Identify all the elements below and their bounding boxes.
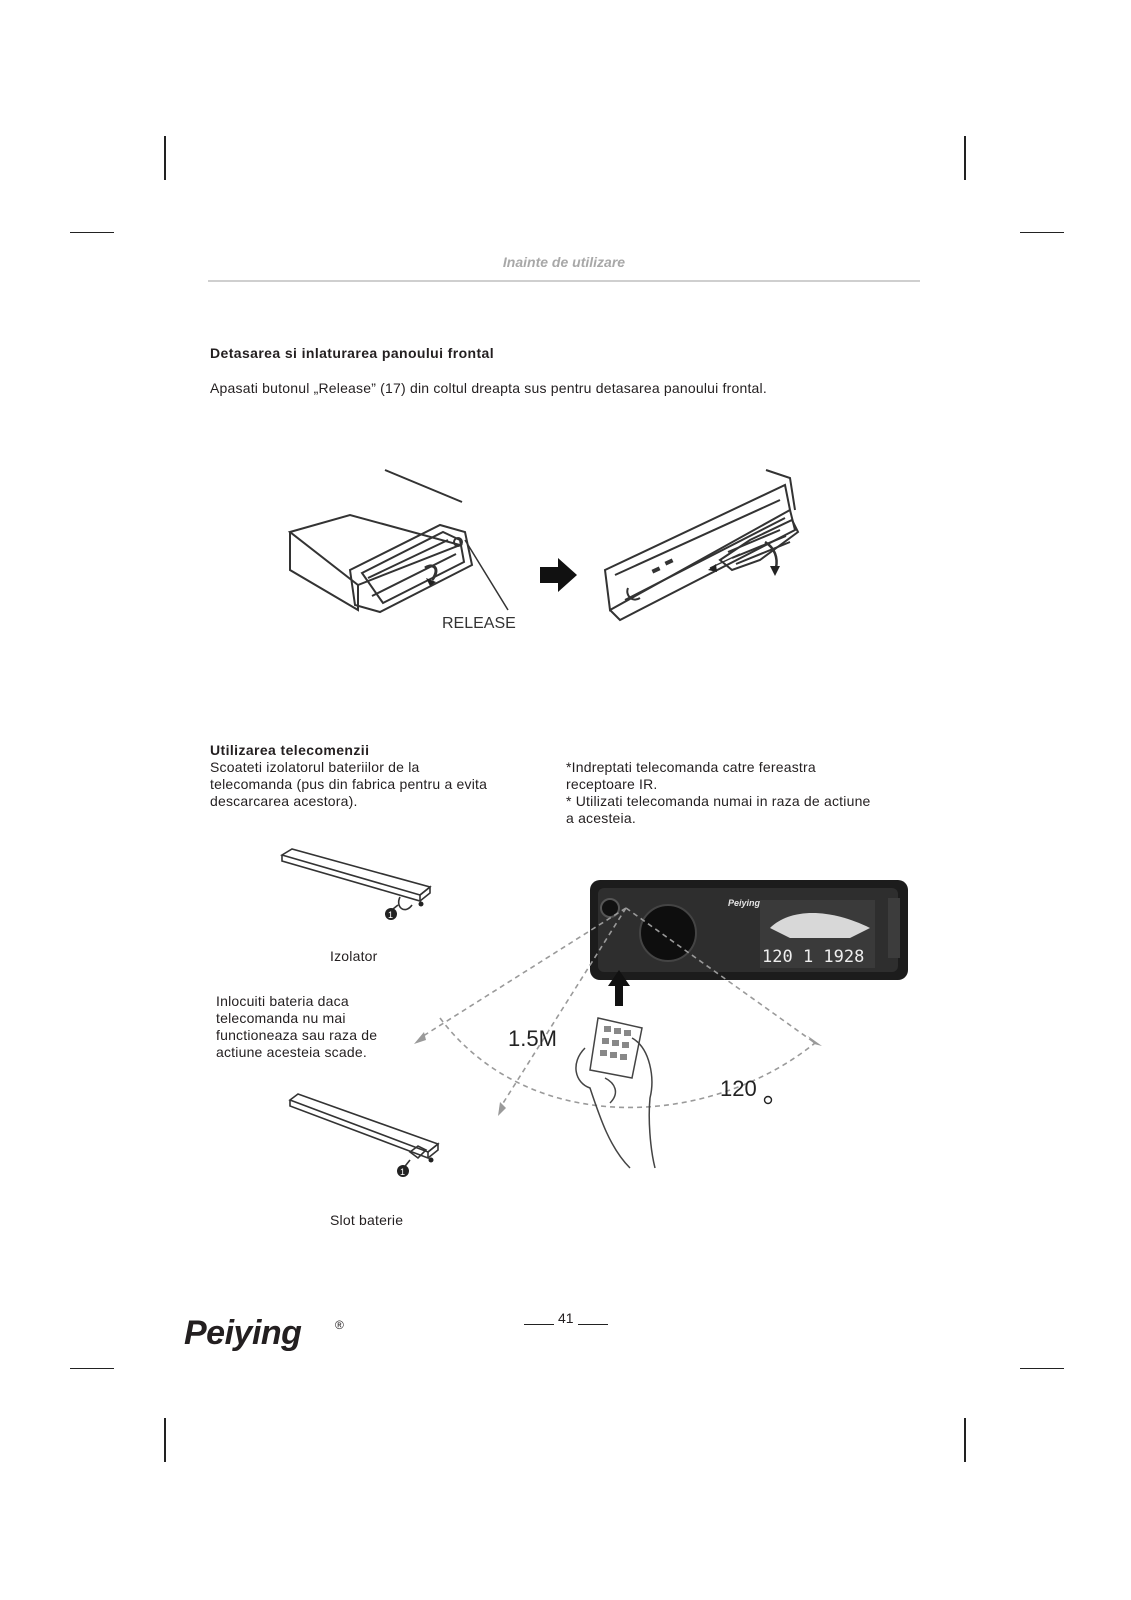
remote-left-line: telecomanda (pus din fabrica pentru a evita [210,776,488,792]
remote-right-line: a acesteia. [566,810,636,826]
replace-battery-text [216,993,377,1061]
remote-right-text [566,759,871,827]
release-label: RELEASE [442,615,516,632]
crop-mark [964,1418,966,1462]
crop-mark [1020,232,1064,233]
device-display: 120 1 1928 [762,947,865,967]
crop-mark [164,1418,166,1462]
release-figure [280,470,840,650]
section-heading-detach: Detasarea si inlaturarea panoului frontal [210,345,495,361]
page-number [520,1310,612,1326]
detach-instruction: Apasati butonul „Release” (17) din coltul dreapta sus pentru detasarea panoului frontal. [210,380,767,396]
remote-left-text [210,759,487,810]
section-header: Inainte de utilizare [502,254,626,270]
device-brand: Peiying [728,898,761,908]
page-number-value: 41 [558,1310,574,1326]
degree-symbol [765,1097,772,1104]
remote-left-line: descarcarea acestora). [210,793,358,809]
crop-mark [70,232,114,233]
brand-logo: Peiying [184,1314,302,1352]
crop-mark [70,1368,114,1369]
ir-range-figure [410,878,910,1178]
crop-mark [1020,1368,1064,1369]
replace-line: Inlocuiti bateria daca [216,993,349,1009]
remote-right-line: *Indreptati telecomanda catre fereastra [566,759,816,775]
crop-mark [964,136,966,180]
remote-right-line: * Utilizati telecomanda numai in raza de actiune [566,793,871,809]
section-heading-remote: Utilizarea telecomenzii [210,742,370,758]
replace-line: telecomanda nu mai [216,1010,346,1026]
remote-right-line: receptoare IR. [566,776,658,792]
slot-label: Slot baterie [330,1212,404,1228]
replace-line: actiune acesteia scade. [216,1044,367,1060]
crop-mark [164,136,166,180]
distance-label: 1.5M [508,1026,557,1051]
callout-number: 1 [400,1167,406,1177]
replace-line: functioneaza sau raza de [216,1027,378,1043]
header-rule [208,280,920,282]
registered-mark: ® [335,1318,344,1332]
angle-label: 120 [720,1076,757,1101]
callout-number: 1 [388,910,394,920]
remote-left-line: Scoateti izolatorul bateriilor de la [210,759,420,775]
izolator-label: Izolator [330,948,378,964]
right-arrow-icon [540,558,577,592]
